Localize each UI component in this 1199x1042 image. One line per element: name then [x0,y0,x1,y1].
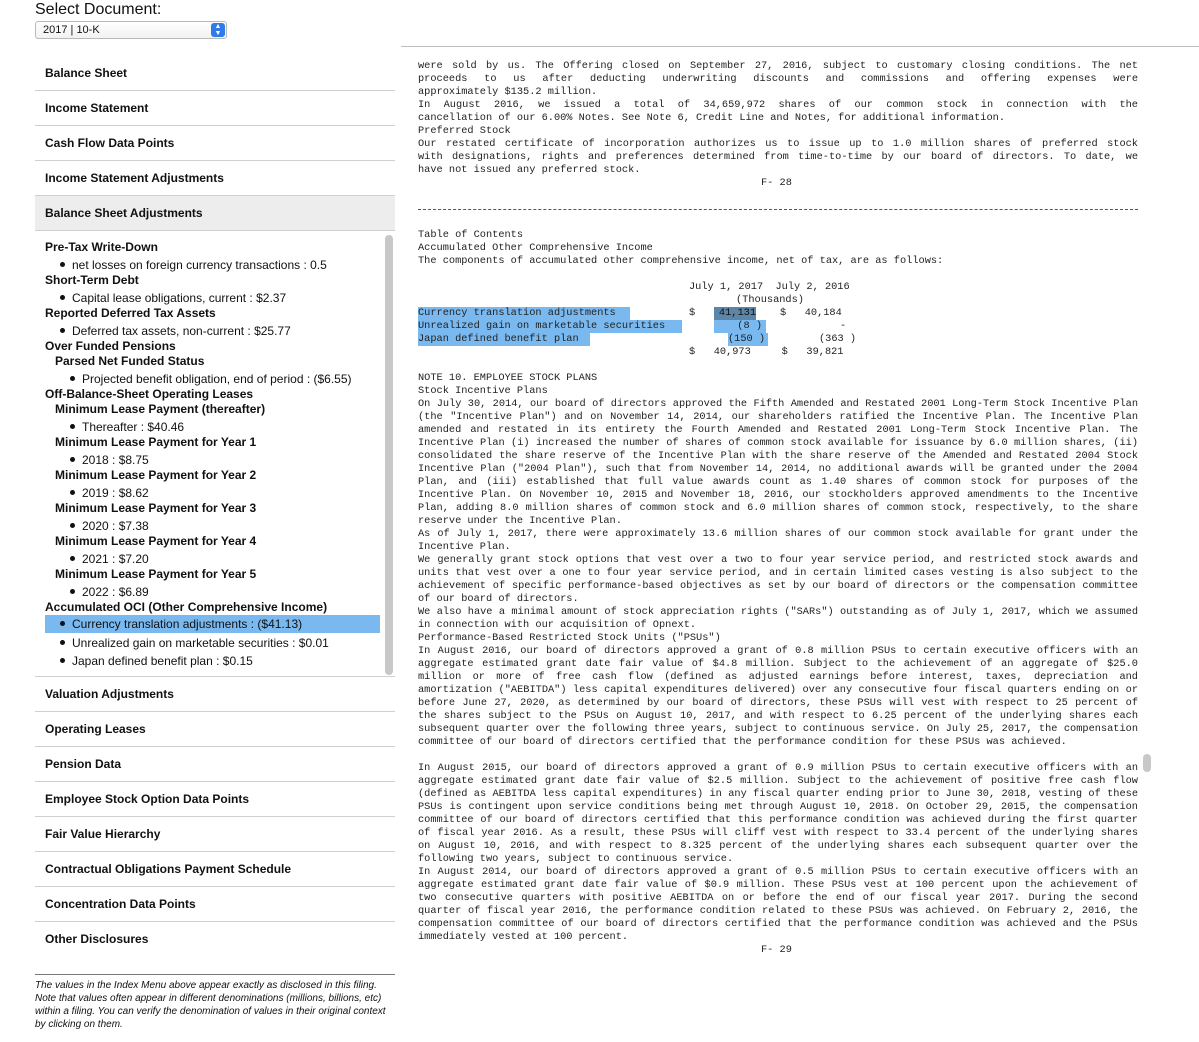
group-deferred-tax-assets: Reported Deferred Tax Assets [45,306,216,320]
doc-line: approximately $135.2 million. [418,86,598,98]
list-item-selected[interactable]: Currency translation adjustments : ($41.13) [45,615,380,633]
doc-heading: Preferred Stock [418,125,511,137]
section-balance-sheet-adjustments[interactable]: Balance Sheet Adjustments [35,196,395,231]
group-short-term-debt: Short-Term Debt [45,273,139,287]
table-total: $ 40,973 $ 39,821 [689,346,844,358]
subgroup-lease-year-5: Minimum Lease Payment for Year 5 [55,567,257,581]
panel-scrollbar[interactable] [385,235,393,677]
document-scrollbar-thumb[interactable] [1143,754,1151,772]
section-operating-leases[interactable]: Operating Leases [35,712,395,747]
list-item[interactable]: 2022 : $6.89 [70,585,149,599]
doc-heading: Accumulated Other Comprehensive Income [418,242,653,254]
list-item[interactable]: Unrealized gain on marketable securities : $0.01 [60,636,329,650]
doc-paragraph: On July 30, 2014, our board of directors approved the Fifth Amended and Restated 2001 Long-Term Stock Incentive Plan (the "Incentive Plan") and on November 14, 2014, our shareholders ratified the Incentive Plan. The Incentive Plan amended and restated in its entirety the Fourth Amended and Restated 2001 Long-Term Stock Incentive Plan. The Incentive Plan (i) increased the number of shares of common stock available for issuance by 6.0 million shares, (ii) consolidated the share reserve of the Incentive Plan with the share reserve of the Amended and Restated 2004 Stock Incentive Plan ("2004 Plan"), such that from November 14, 2014, no additional awards will be granted under the 2004 Plan, and (iii) established that full value awards count as 1.40 shares of common stock for purposes of the Incentive Plan. On November 10, 2015 and November 18, 2016, our stockholders approved amendments to the Incentive Plan, adding 8.0 million shares of common stock and 6.0 million shares of common stock, respectively, to the share reserve under the Incentive Plan. [418,398,1138,527]
document-select-value: 2017 | 10-K [43,24,100,36]
page-number: F- 29 [761,944,792,956]
list-item[interactable]: 2021 : $7.20 [70,552,149,566]
table-cell[interactable]: (8 ) [714,320,766,333]
balance-sheet-adjustments-panel [35,231,395,677]
panel-scrollbar-thumb[interactable] [385,235,393,675]
page-number: F- 28 [761,177,792,189]
select-arrows-icon: ▲ ▼ [211,23,225,37]
section-income-statement-adjustments[interactable]: Income Statement Adjustments [35,161,395,196]
subgroup-lease-year-1: Minimum Lease Payment for Year 1 [55,435,257,449]
table-cell-highlighted[interactable]: 41,131 [714,307,756,320]
doc-paragraph: As of July 1, 2017, there were approximately 13.6 million shares of our common stock available for grant under the Incentive Plan. [418,528,1138,553]
table-cell: (363 ) [819,333,857,345]
section-balance-sheet[interactable]: Balance Sheet [35,56,395,91]
select-document-label: Select Document: [35,1,162,18]
section-fair-value-hierarchy[interactable]: Fair Value Hierarchy [35,817,395,852]
document-select[interactable] [35,21,227,39]
list-item[interactable]: 2018 : $8.75 [70,453,149,467]
list-item[interactable]: 2019 : $8.62 [70,486,149,500]
section-cash-flow-data-points[interactable]: Cash Flow Data Points [35,126,395,161]
subgroup-net-funded-status: Parsed Net Funded Status [55,354,205,368]
table-row-label[interactable]: Unrealized gain on marketable securities [418,320,682,333]
doc-line: The components of accumulated other comprehensive income, net of tax, are as follows: [418,255,944,267]
list-item[interactable]: net losses on foreign currency transactions : 0.5 [60,258,327,272]
subgroup-lease-thereafter: Minimum Lease Payment (thereafter) [55,402,266,416]
document-viewer [418,0,1140,1042]
section-concentration-data-points[interactable]: Concentration Data Points [35,887,395,922]
doc-line: were sold by us. The Offering closed on September 27, 2016, subject to customary closing conditions. The net [418,60,1138,72]
table-cell: $ [689,307,696,319]
doc-line: have not issued any preferred stock. [418,164,641,176]
index-menu [35,56,395,957]
list-item[interactable]: Japan defined benefit plan : $0.15 [60,654,253,668]
subgroup-lease-year-2: Minimum Lease Payment for Year 2 [55,468,257,482]
table-cell[interactable]: (150 ) [728,333,768,346]
doc-paragraph: In August 2015, our board of directors approved a grant of 0.9 million PSUs to certain executive officers with an aggregate estimated grant date fair value of $2.5 million. Subject to the achievement of positive free cash flow (defined as AEBITDA less capital expenditures) in any fiscal quarter ending prior to June 30, 2018, vesting of these PSUs is contingent upon service conditions being met through August 10, 2018. On October 29, 2015, the compensation committee of our board of directors certified that this performance condition was achieved during the first quarter of fiscal year 2016. As a result, these PSUs will cliff vest with respect to 33.4 percent of the underlying shares on August 10, 2016, and with respect to 8.325 percent of the underlying shares each subsequent quarter over the following two years, subject to continuous service. [418,762,1138,865]
group-accumulated-oci: Accumulated OCI (Other Comprehensive Income) [45,600,328,614]
group-pretax-writedown: Pre-Tax Write-Down [45,240,158,254]
doc-heading: Stock Incentive Plans [418,385,548,397]
doc-paragraph: We also have a minimal amount of stock appreciation rights ("SARs") outstanding as of July 1, 2017, which we assumed in connection with our acquisition of Opnext. [418,606,1138,631]
doc-line: In August 2016, we issued a total of 34,659,972 shares of our common stock in connection with the [418,99,1138,111]
doc-line: with designations, rights and preferences determined from time-to-time by our board of directors. To date, we [418,151,1138,163]
doc-line: proceeds to us after deducting underwriting discounts and commissions and offering expenses were [418,73,1138,85]
table-cell: - [840,320,847,332]
doc-paragraph: In August 2014, our board of directors approved a grant of 0.5 million PSUs to certain executive officers with an aggregate estimated grant date fair value of $0.9 million. These PSUs vest at 100 percent upon the achievement of two consecutive quarters with positive AEBITDA on or before the end of our fiscal year 2017. During the second quarter of fiscal year 2016, the performance condition related to these PSUs was achieved. On February 2, 2016, the compensation committee of our board of directors certified that the performance condition was achieved and the PSUs immediately vested at 100 percent. [418,866,1138,943]
doc-line: cancellation of our 6.00% Notes. See Note 6, Credit Line and Notes, for additional information. [418,112,1006,124]
doc-paragraph: We generally grant stock options that vest over a two to four year service period, and restricted stock awards and units that vest over a one to four year service period, and in certain limited cases vesting is also subject to the achievement of specific performance-based objectives as set by our board of directors or the compensation committee of our board of directors. [418,554,1138,605]
section-valuation-adjustments[interactable]: Valuation Adjustments [35,677,395,712]
group-off-balance-sheet-leases: Off-Balance-Sheet Operating Leases [45,387,254,401]
subgroup-lease-year-3: Minimum Lease Payment for Year 3 [55,501,257,515]
table-row-label[interactable]: Japan defined benefit plan [418,333,590,346]
section-income-statement[interactable]: Income Statement [35,91,395,126]
table-cell: $ 40,184 [780,307,842,319]
list-item[interactable]: 2020 : $7.38 [70,519,149,533]
list-item[interactable]: Deferred tax assets, non-current : $25.77 [60,324,291,338]
section-contractual-obligations[interactable]: Contractual Obligations Payment Schedule [35,852,395,887]
group-over-funded-pensions: Over Funded Pensions [45,339,176,353]
section-other-disclosures[interactable]: Other Disclosures [35,922,395,957]
subgroup-lease-year-4: Minimum Lease Payment for Year 4 [55,534,257,548]
doc-heading: NOTE 10. EMPLOYEE STOCK PLANS [418,372,598,384]
table-row-label[interactable]: Currency translation adjustments [418,307,630,320]
list-item[interactable]: Thereafter : $40.46 [70,420,184,434]
doc-line: Our restated certificate of incorporation authorizes us to issue up to 1.0 million shares of preferred stock [418,138,1138,150]
section-pension-data[interactable]: Pension Data [35,747,395,782]
list-item[interactable]: Projected benefit obligation, end of period : ($6.55) [70,372,352,386]
list-item[interactable]: Capital lease obligations, current : $2.37 [60,291,286,305]
doc-line: Table of Contents [418,229,524,241]
doc-paragraph: In August 2016, our board of directors approved a grant of 0.8 million PSUs to certain executive officers with an aggregate estimated grant date fair value of $4.8 million. Subject to the achievement of an aggregate of $25.0 million or more of free cash flow (defined as adjusted earnings before interest, taxes, depreciation and amortization ("AEBITDA") less capital expenditures delivered) over any consecutive four fiscal quarters ending on or before June 27, 2020, as determined by our board of directors, these PSUs will vest with respect to 25 percent of the shares subject to the PSUs on August 10, 2017, and with respect to 6.25 percent of the underlying shares each subsequent quarter over the following three years, subject to continuous service. On July 25, 2017, the compensation committee of our board of directors certified that the performance condition for these PSUs was achieved. [418,645,1138,748]
section-employee-stock-option-data-points[interactable]: Employee Stock Option Data Points [35,782,395,817]
index-menu-note: The values in the Index Menu above appear exactly as disclosed in this filing. Note that values often appear in different denominations (millions, billions, etc) within a filing. You can verify the denomination of values in their original context by clicking on them. [35,974,395,1031]
table-units: (Thousands) [736,294,804,306]
table-col-headers: July 1, 2017 July 2, 2016 [689,281,850,293]
doc-heading: Performance-Based Restricted Stock Units ("PSUs") [418,632,721,644]
